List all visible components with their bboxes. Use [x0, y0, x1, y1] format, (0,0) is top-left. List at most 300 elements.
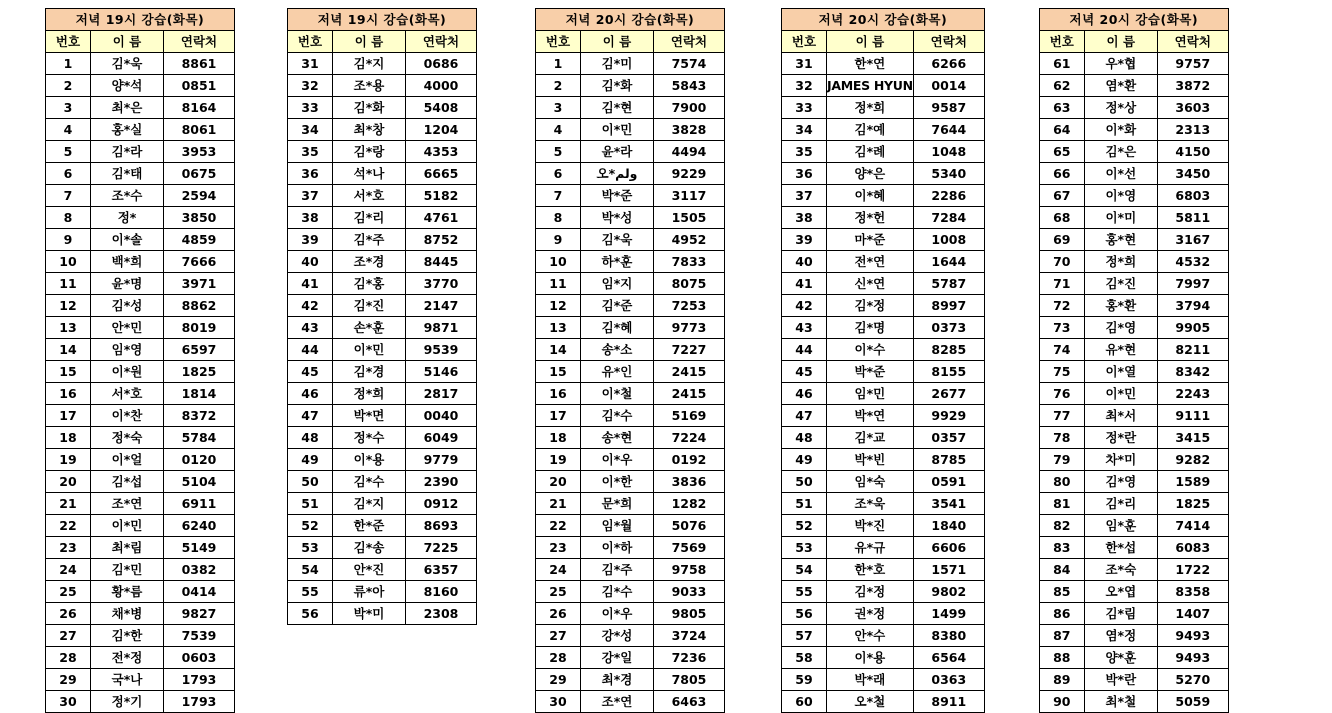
- table-row: [46, 339, 235, 361]
- cell-number: 35: [782, 141, 827, 163]
- table-header-row: [536, 31, 725, 53]
- cell-phone: 7644: [913, 119, 984, 141]
- table-row: [536, 669, 725, 691]
- table-row: [1039, 427, 1228, 449]
- cell-phone: 9929: [913, 405, 984, 427]
- cell-phone: 8445: [406, 251, 477, 273]
- table-row: [536, 691, 725, 713]
- cell-name: 정*: [91, 207, 164, 229]
- cell-name: 조*욱: [827, 493, 914, 515]
- cell-name: 김*영: [1084, 317, 1157, 339]
- table-row: [288, 75, 477, 97]
- cell-phone: 8358: [1157, 581, 1228, 603]
- cell-number: 29: [46, 669, 91, 691]
- table-row: [1039, 691, 1228, 713]
- table-row: [1039, 97, 1228, 119]
- cell-name: 황*름: [91, 581, 164, 603]
- cell-name: 서*호: [91, 383, 164, 405]
- table-row: [46, 537, 235, 559]
- cell-number: 43: [288, 317, 333, 339]
- table-row: [1039, 207, 1228, 229]
- cell-number: 6: [536, 163, 581, 185]
- table-row: [782, 625, 985, 647]
- cell-phone: 0912: [406, 493, 477, 515]
- cell-phone: 9805: [654, 603, 725, 625]
- cell-number: 79: [1039, 449, 1084, 471]
- column-header: 이 름: [333, 31, 406, 53]
- cell-phone: 1407: [1157, 603, 1228, 625]
- cell-phone: 2147: [406, 295, 477, 317]
- cell-number: 78: [1039, 427, 1084, 449]
- cell-name: 조*수: [91, 185, 164, 207]
- table-row: [288, 295, 477, 317]
- cell-phone: 5076: [654, 515, 725, 537]
- cell-number: 27: [536, 625, 581, 647]
- column-header: 연락처: [913, 31, 984, 53]
- cell-number: 65: [1039, 141, 1084, 163]
- cell-name: 김*리: [333, 207, 406, 229]
- table-row: [782, 119, 985, 141]
- cell-name: 최*은: [91, 97, 164, 119]
- cell-number: 42: [288, 295, 333, 317]
- cell-phone: 7224: [654, 427, 725, 449]
- table-row: [536, 361, 725, 383]
- cell-phone: 9827: [164, 603, 235, 625]
- cell-number: 84: [1039, 559, 1084, 581]
- table-row: [536, 493, 725, 515]
- cell-number: 74: [1039, 339, 1084, 361]
- cell-number: 49: [782, 449, 827, 471]
- roster-table: [535, 8, 725, 713]
- cell-name: 정*상: [1084, 97, 1157, 119]
- cell-number: 4: [536, 119, 581, 141]
- cell-number: 51: [288, 493, 333, 515]
- cell-name: 안*민: [91, 317, 164, 339]
- table-row: [1039, 559, 1228, 581]
- table-row: [536, 163, 725, 185]
- cell-phone: 0686: [406, 53, 477, 75]
- column-header: 번호: [782, 31, 827, 53]
- cell-name: 조*연: [91, 493, 164, 515]
- cell-phone: 8019: [164, 317, 235, 339]
- cell-phone: 8372: [164, 405, 235, 427]
- cell-phone: 5149: [164, 537, 235, 559]
- cell-name: 정*희: [1084, 251, 1157, 273]
- cell-name: 임*훈: [1084, 515, 1157, 537]
- cell-phone: 9033: [654, 581, 725, 603]
- cell-phone: 1825: [164, 361, 235, 383]
- cell-name: 윤*라: [581, 141, 654, 163]
- table-row: [46, 647, 235, 669]
- cell-number: 58: [782, 647, 827, 669]
- cell-name: 이*민: [581, 119, 654, 141]
- cell-phone: 8380: [913, 625, 984, 647]
- cell-phone: 2594: [164, 185, 235, 207]
- cell-number: 87: [1039, 625, 1084, 647]
- cell-phone: 1571: [913, 559, 984, 581]
- table-row: [46, 691, 235, 713]
- cell-name: 문*희: [581, 493, 654, 515]
- cell-name: 김*수: [333, 471, 406, 493]
- cell-number: 43: [782, 317, 827, 339]
- cell-name: 유*인: [581, 361, 654, 383]
- cell-phone: 2677: [913, 383, 984, 405]
- table-row: [46, 251, 235, 273]
- cell-name: 이*민: [1084, 383, 1157, 405]
- cell-number: 1: [46, 53, 91, 75]
- table-row: [46, 273, 235, 295]
- cell-name: 김*례: [827, 141, 914, 163]
- cell-number: 31: [288, 53, 333, 75]
- table-row: [288, 515, 477, 537]
- cell-name: 이*솔: [91, 229, 164, 251]
- cell-name: 이*한: [581, 471, 654, 493]
- cell-name: 홍*현: [1084, 229, 1157, 251]
- cell-name: 김*경: [333, 361, 406, 383]
- cell-phone: 0591: [913, 471, 984, 493]
- cell-name: 최*창: [333, 119, 406, 141]
- cell-name: 염*환: [1084, 75, 1157, 97]
- table-row: [46, 603, 235, 625]
- cell-name: 박*연: [827, 405, 914, 427]
- table-row: [46, 625, 235, 647]
- table-row: [782, 75, 985, 97]
- cell-number: 41: [782, 273, 827, 295]
- table-row: [1039, 471, 1228, 493]
- table-row: [1039, 449, 1228, 471]
- cell-phone: 8911: [913, 691, 984, 713]
- cell-number: 48: [782, 427, 827, 449]
- table-row: [46, 515, 235, 537]
- cell-name: 김*정: [827, 295, 914, 317]
- cell-name: 석*나: [333, 163, 406, 185]
- cell-number: 44: [288, 339, 333, 361]
- cell-phone: 3167: [1157, 229, 1228, 251]
- table-row: [1039, 295, 1228, 317]
- table-row: [782, 361, 985, 383]
- table-row: [536, 625, 725, 647]
- cell-number: 77: [1039, 405, 1084, 427]
- cell-number: 23: [46, 537, 91, 559]
- roster-block: [535, 8, 725, 713]
- table-row: [536, 339, 725, 361]
- cell-phone: 7569: [654, 537, 725, 559]
- cell-name: 박*성: [581, 207, 654, 229]
- cell-name: 김*송: [333, 537, 406, 559]
- cell-name: 김*욱: [581, 229, 654, 251]
- cell-name: 최*서: [1084, 405, 1157, 427]
- cell-number: 76: [1039, 383, 1084, 405]
- cell-phone: 6240: [164, 515, 235, 537]
- cell-name: 전*연: [827, 251, 914, 273]
- cell-phone: 0603: [164, 647, 235, 669]
- cell-number: 12: [46, 295, 91, 317]
- cell-phone: 6911: [164, 493, 235, 515]
- table-row: [536, 251, 725, 273]
- cell-phone: 3836: [654, 471, 725, 493]
- table-row: [536, 405, 725, 427]
- column-header: 연락처: [406, 31, 477, 53]
- cell-phone: 1644: [913, 251, 984, 273]
- cell-name: 이*원: [91, 361, 164, 383]
- cell-name: 박*면: [333, 405, 406, 427]
- cell-name: 박*준: [581, 185, 654, 207]
- cell-number: 37: [288, 185, 333, 207]
- cell-name: 김*홍: [333, 273, 406, 295]
- cell-phone: 6049: [406, 427, 477, 449]
- cell-number: 2: [46, 75, 91, 97]
- table-row: [46, 449, 235, 471]
- cell-name: 마*준: [827, 229, 914, 251]
- cell-number: 41: [288, 273, 333, 295]
- cell-phone: 0014: [913, 75, 984, 97]
- cell-phone: 4761: [406, 207, 477, 229]
- table-title-row: [1039, 9, 1228, 31]
- cell-name: 조*용: [333, 75, 406, 97]
- cell-name: 홍*실: [91, 119, 164, 141]
- cell-name: 임*민: [827, 383, 914, 405]
- cell-phone: 9779: [406, 449, 477, 471]
- cell-number: 33: [288, 97, 333, 119]
- cell-number: 31: [782, 53, 827, 75]
- cell-name: 김*준: [581, 295, 654, 317]
- cell-phone: 9282: [1157, 449, 1228, 471]
- cell-number: 80: [1039, 471, 1084, 493]
- cell-phone: 8285: [913, 339, 984, 361]
- cell-name: 차*미: [1084, 449, 1157, 471]
- cell-number: 49: [288, 449, 333, 471]
- table-row: [782, 295, 985, 317]
- table-row: [288, 339, 477, 361]
- cell-name: 김*주: [333, 229, 406, 251]
- cell-phone: 8861: [164, 53, 235, 75]
- column-header: 번호: [1039, 31, 1084, 53]
- table-row: [536, 471, 725, 493]
- cell-phone: 3603: [1157, 97, 1228, 119]
- table-row: [46, 53, 235, 75]
- cell-name: 김*태: [91, 163, 164, 185]
- cell-name: 양*은: [827, 163, 914, 185]
- cell-phone: 2313: [1157, 119, 1228, 141]
- table-title-row: [782, 9, 985, 31]
- cell-phone: 9539: [406, 339, 477, 361]
- table-row: [1039, 163, 1228, 185]
- cell-number: 44: [782, 339, 827, 361]
- cell-name: 손*훈: [333, 317, 406, 339]
- cell-number: 40: [782, 251, 827, 273]
- cell-phone: 0851: [164, 75, 235, 97]
- cell-number: 51: [782, 493, 827, 515]
- cell-number: 42: [782, 295, 827, 317]
- cell-number: 22: [46, 515, 91, 537]
- table-row: [1039, 251, 1228, 273]
- cell-name: 김*진: [333, 295, 406, 317]
- table-row: [782, 691, 985, 713]
- table-row: [782, 647, 985, 669]
- table-row: [288, 603, 477, 625]
- cell-phone: 1282: [654, 493, 725, 515]
- cell-name: 김*명: [827, 317, 914, 339]
- cell-phone: 5340: [913, 163, 984, 185]
- table-title-row: [46, 9, 235, 31]
- table-row: [536, 581, 725, 603]
- cell-phone: 7227: [654, 339, 725, 361]
- cell-name: 김*지: [333, 53, 406, 75]
- cell-phone: 6564: [913, 647, 984, 669]
- cell-name: 권*정: [827, 603, 914, 625]
- cell-phone: 9587: [913, 97, 984, 119]
- cell-number: 2: [536, 75, 581, 97]
- table-row: [1039, 625, 1228, 647]
- cell-name: 이*혜: [827, 185, 914, 207]
- table-row: [536, 647, 725, 669]
- table-row: [536, 515, 725, 537]
- table-header-row: [782, 31, 985, 53]
- cell-phone: 0363: [913, 669, 984, 691]
- cell-number: 85: [1039, 581, 1084, 603]
- column-header: 번호: [288, 31, 333, 53]
- table-row: [536, 273, 725, 295]
- cell-phone: 5169: [654, 405, 725, 427]
- cell-number: 5: [46, 141, 91, 163]
- cell-number: 34: [782, 119, 827, 141]
- table-row: [1039, 317, 1228, 339]
- cell-number: 24: [46, 559, 91, 581]
- cell-phone: 5270: [1157, 669, 1228, 691]
- cell-phone: 4859: [164, 229, 235, 251]
- cell-number: 54: [782, 559, 827, 581]
- cell-name: 이*민: [333, 339, 406, 361]
- cell-name: 김*정: [827, 581, 914, 603]
- table-row: [536, 449, 725, 471]
- cell-number: 10: [536, 251, 581, 273]
- table-row: [46, 141, 235, 163]
- cell-name: 정*수: [333, 427, 406, 449]
- cell-number: 64: [1039, 119, 1084, 141]
- cell-name: 임*월: [581, 515, 654, 537]
- cell-number: 17: [536, 405, 581, 427]
- cell-phone: 1204: [406, 119, 477, 141]
- cell-number: 4: [46, 119, 91, 141]
- table-row: [288, 53, 477, 75]
- table-row: [782, 669, 985, 691]
- cell-name: 김*화: [333, 97, 406, 119]
- table-row: [536, 559, 725, 581]
- cell-number: 13: [46, 317, 91, 339]
- table-row: [46, 669, 235, 691]
- table-row: [1039, 603, 1228, 625]
- cell-number: 12: [536, 295, 581, 317]
- cell-name: 조*연: [581, 691, 654, 713]
- cell-phone: 7833: [654, 251, 725, 273]
- cell-phone: 7666: [164, 251, 235, 273]
- cell-number: 21: [536, 493, 581, 515]
- table-row: [536, 75, 725, 97]
- table-title: 저녁 20시 강습(화목): [536, 9, 725, 31]
- table-row: [782, 185, 985, 207]
- table-row: [46, 295, 235, 317]
- cell-phone: 4000: [406, 75, 477, 97]
- cell-number: 39: [288, 229, 333, 251]
- cell-number: 88: [1039, 647, 1084, 669]
- cell-name: 정*란: [1084, 427, 1157, 449]
- cell-name: 양*석: [91, 75, 164, 97]
- table-title: 저녁 19시 강습(화목): [288, 9, 477, 31]
- cell-phone: 8061: [164, 119, 235, 141]
- table-row: [1039, 647, 1228, 669]
- table-row: [1039, 119, 1228, 141]
- cell-name: 정*희: [827, 97, 914, 119]
- cell-name: 박*진: [827, 515, 914, 537]
- cell-name: 우*협: [1084, 53, 1157, 75]
- table-row: [1039, 361, 1228, 383]
- cell-number: 26: [536, 603, 581, 625]
- cell-phone: 8752: [406, 229, 477, 251]
- roster-block: [1039, 8, 1229, 713]
- table-row: [46, 405, 235, 427]
- cell-number: 25: [536, 581, 581, 603]
- cell-name: 김*주: [581, 559, 654, 581]
- table-row: [782, 97, 985, 119]
- cell-name: 이*영: [1084, 185, 1157, 207]
- table-row: [782, 229, 985, 251]
- table-row: [1039, 141, 1228, 163]
- cell-phone: 0192: [654, 449, 725, 471]
- cell-number: 30: [536, 691, 581, 713]
- cell-number: 59: [782, 669, 827, 691]
- table-row: [1039, 405, 1228, 427]
- roster-table: [45, 8, 235, 713]
- table-header-row: [46, 31, 235, 53]
- table-row: [536, 119, 725, 141]
- cell-phone: 8997: [913, 295, 984, 317]
- cell-number: 50: [288, 471, 333, 493]
- cell-number: 82: [1039, 515, 1084, 537]
- cell-phone: 1505: [654, 207, 725, 229]
- cell-number: 16: [536, 383, 581, 405]
- cell-name: 오*철: [827, 691, 914, 713]
- cell-number: 28: [536, 647, 581, 669]
- table-row: [46, 471, 235, 493]
- cell-number: 86: [1039, 603, 1084, 625]
- cell-name: 박*란: [1084, 669, 1157, 691]
- cell-name: 신*연: [827, 273, 914, 295]
- table-row: [1039, 581, 1228, 603]
- table-row: [288, 449, 477, 471]
- cell-phone: 1589: [1157, 471, 1228, 493]
- cell-phone: 4150: [1157, 141, 1228, 163]
- table-row: [46, 581, 235, 603]
- cell-number: 14: [46, 339, 91, 361]
- cell-number: 24: [536, 559, 581, 581]
- cell-phone: 5104: [164, 471, 235, 493]
- table-row: [782, 251, 985, 273]
- cell-name: 이*미: [1084, 207, 1157, 229]
- cell-phone: 7900: [654, 97, 725, 119]
- cell-number: 38: [782, 207, 827, 229]
- table-row: [288, 185, 477, 207]
- cell-phone: 7805: [654, 669, 725, 691]
- cell-phone: 5784: [164, 427, 235, 449]
- cell-phone: 9758: [654, 559, 725, 581]
- cell-name: 김*진: [1084, 273, 1157, 295]
- cell-number: 72: [1039, 295, 1084, 317]
- cell-phone: 6357: [406, 559, 477, 581]
- cell-name: 임*지: [581, 273, 654, 295]
- cell-name: JAMES HYUN: [827, 75, 914, 97]
- cell-name: 김*현: [581, 97, 654, 119]
- cell-phone: 1840: [913, 515, 984, 537]
